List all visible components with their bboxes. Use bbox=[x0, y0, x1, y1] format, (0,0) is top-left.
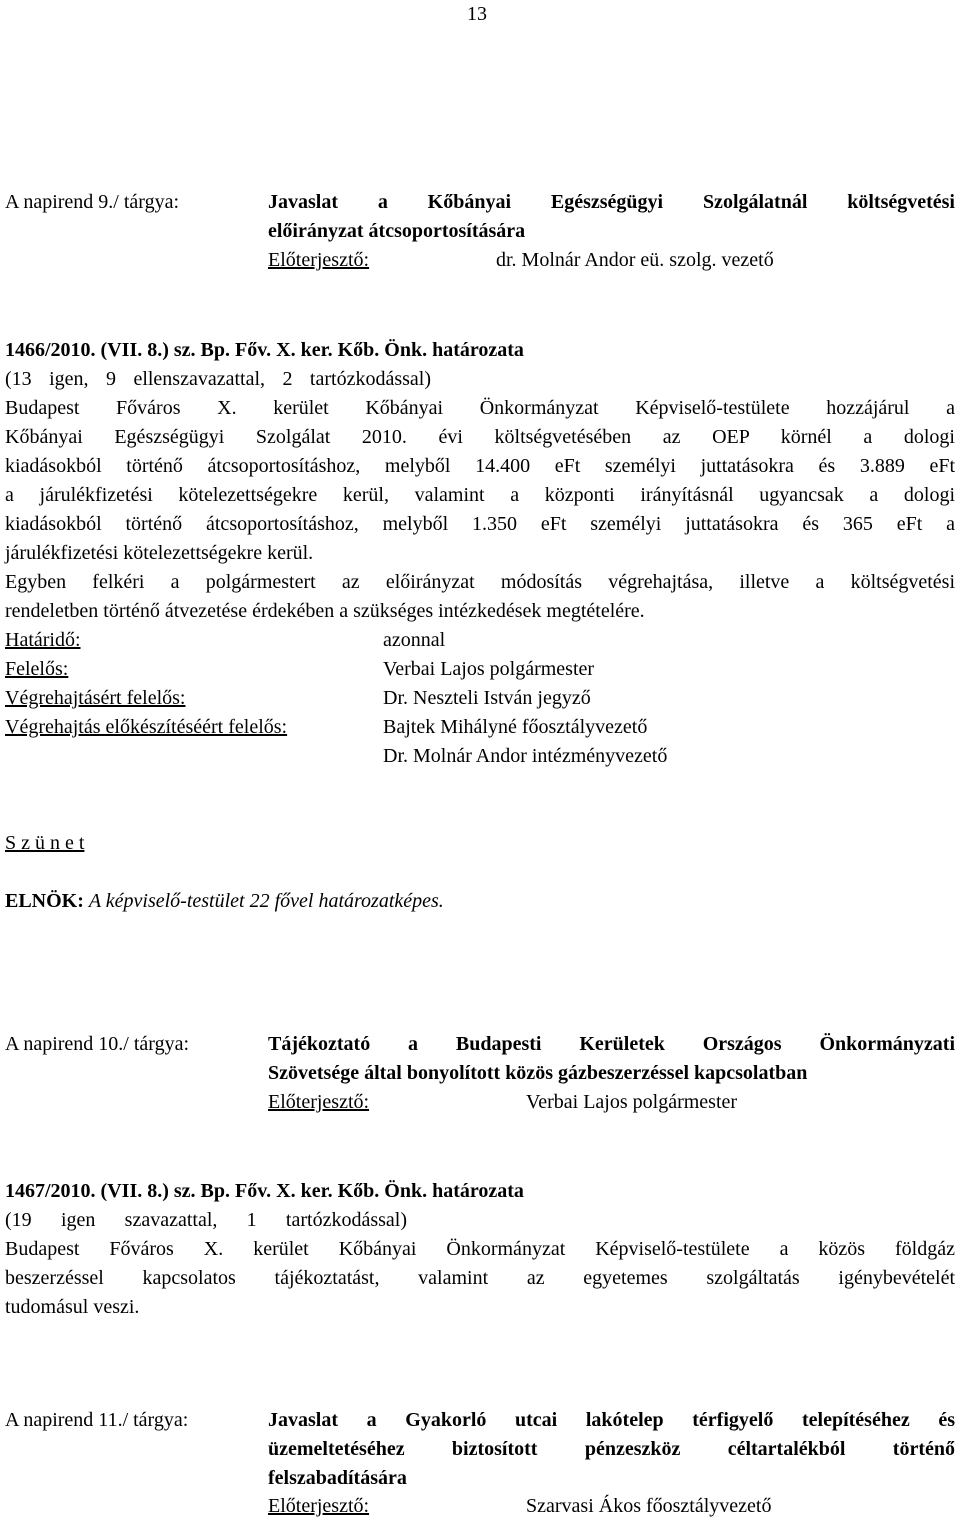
agenda-10-title-line-1: Tájékoztató a Budapesti Kerületek Országos Önkormányzati bbox=[268, 1033, 955, 1055]
agenda-10-title-line-2: Szövetsége által bonyolított közös gázbeszerzéssel kapcsolatban bbox=[268, 1062, 808, 1084]
resolution-1467-heading: 1467/2010. (VII. 8.) sz. Bp. Főv. X. ker. Kőb. Önk. határozata bbox=[5, 1180, 524, 1202]
deadline-label: Határidő: bbox=[5, 629, 81, 651]
agenda-11-label: A napirend 11./ tárgya: bbox=[5, 1409, 189, 1431]
exec-responsible-value: Dr. Neszteli István jegyző bbox=[383, 687, 591, 709]
break-heading: S z ü n e t bbox=[5, 832, 85, 854]
resolution-1466-line: rendeletben történő átvezetése érdekében a szükséges intézkedések megtételére. bbox=[5, 600, 645, 622]
resolution-1466-line: Budapest Főváros X. kerület Kőbányai Önkormányzat Képviselő-testülete hozzájárul a bbox=[5, 397, 955, 419]
prep-responsible-value-2: Dr. Molnár Andor intézményvezető bbox=[383, 745, 668, 767]
agenda-11-title bbox=[268, 1406, 955, 1493]
agenda-11-title-line-2: üzemeltetéséhez biztosított pénzeszköz céltartalékból történő bbox=[268, 1438, 955, 1460]
deadline-value: azonnal bbox=[383, 629, 446, 651]
resolution-1466-line: kiadásokból történő átcsoportosításhoz, melyből 1.350 eFt személyi juttatásokra és 365 eFt a bbox=[5, 513, 955, 535]
agenda-10-label: A napirend 10./ tárgya: bbox=[5, 1033, 190, 1055]
agenda-11-title-line-3: felszabadítására bbox=[268, 1467, 407, 1489]
resolution-1466-heading: 1466/2010. (VII. 8.) sz. Bp. Főv. X. ker. Kőb. Önk. határozata bbox=[5, 339, 524, 361]
resolution-1467-line: tudomásul veszi. bbox=[5, 1296, 140, 1318]
agenda-9-title-line-2: előirányzat átcsoportosítására bbox=[268, 220, 526, 242]
chair-text: A képviselő-testület 22 fővel határozatképes. bbox=[88, 890, 444, 912]
resolution-1467-line: Budapest Főváros X. kerület Kőbányai Önkormányzat Képviselő-testülete a közös földgáz bbox=[5, 1238, 955, 1260]
agenda-10-presenter-label: Előterjesztő: bbox=[268, 1091, 370, 1113]
resolution-1467-vote: (19 igen szavazattal, 1 tartózkodással) bbox=[5, 1209, 407, 1231]
resolution-1466-line: Kőbányai Egészségügyi Szolgálat 2010. évi költségvetésében az OEP körnél a dologi bbox=[5, 426, 955, 448]
prep-responsible-label: Végrehajtás előkészítéséért felelős: bbox=[5, 716, 288, 738]
prep-responsible-value-1: Bajtek Mihályné főosztályvezető bbox=[383, 716, 648, 738]
resolution-1466-line: Egyben felkéri a polgármestert az előirányzat módosítás végrehajtása, illetve a költségvetési bbox=[5, 571, 955, 593]
agenda-11-presenter-label: Előterjesztő: bbox=[268, 1495, 370, 1517]
agenda-10-title bbox=[268, 1030, 955, 1088]
resolution-1466-line: járulékfizetési kötelezettségekre kerül. bbox=[5, 542, 314, 564]
agenda-11-presenter: Szarvasi Ákos főosztályvezető bbox=[526, 1495, 772, 1517]
agenda-11-title-line-1: Javaslat a Gyakorló utcai lakótelep térfigyelő telepítéséhez és bbox=[268, 1409, 955, 1431]
agenda-9-presenter: dr. Molnár Andor eü. szolg. vezető bbox=[496, 249, 774, 271]
resolution-1466-vote: (13 igen, 9 ellenszavazattal, 2 tartózkodással) bbox=[5, 368, 431, 390]
agenda-9-title-line-1: Javaslat a Kőbányai Egészségügyi Szolgálatnál költségvetési bbox=[268, 191, 955, 213]
agenda-9-label: A napirend 9./ tárgya: bbox=[5, 191, 180, 213]
resolution-1466-line: kiadásokból történő átcsoportosításhoz, melyből 14.400 eFt személyi juttatásokra és 3.889 eFt bbox=[5, 455, 955, 477]
page-number: 13 bbox=[467, 3, 487, 25]
responsible-label: Felelős: bbox=[5, 658, 69, 680]
agenda-9-title bbox=[268, 188, 955, 246]
agenda-9-presenter-label: Előterjesztő: bbox=[268, 249, 370, 271]
chair-label: ELNÖK: bbox=[5, 890, 84, 912]
resolution-1466-line: a járulékfizetési kötelezettségekre kerül, valamint a központi irányításnál ugyancsak a dologi bbox=[5, 484, 955, 506]
agenda-10-presenter: Verbai Lajos polgármester bbox=[526, 1091, 738, 1113]
resolution-1467-line: beszerzéssel kapcsolatos tájékoztatást, valamint az egyetemes szolgáltatás igénybevételét bbox=[5, 1267, 955, 1289]
exec-responsible-label: Végrehajtásért felelős: bbox=[5, 687, 186, 709]
responsible-value: Verbai Lajos polgármester bbox=[383, 658, 595, 680]
chair-statement bbox=[5, 887, 444, 916]
